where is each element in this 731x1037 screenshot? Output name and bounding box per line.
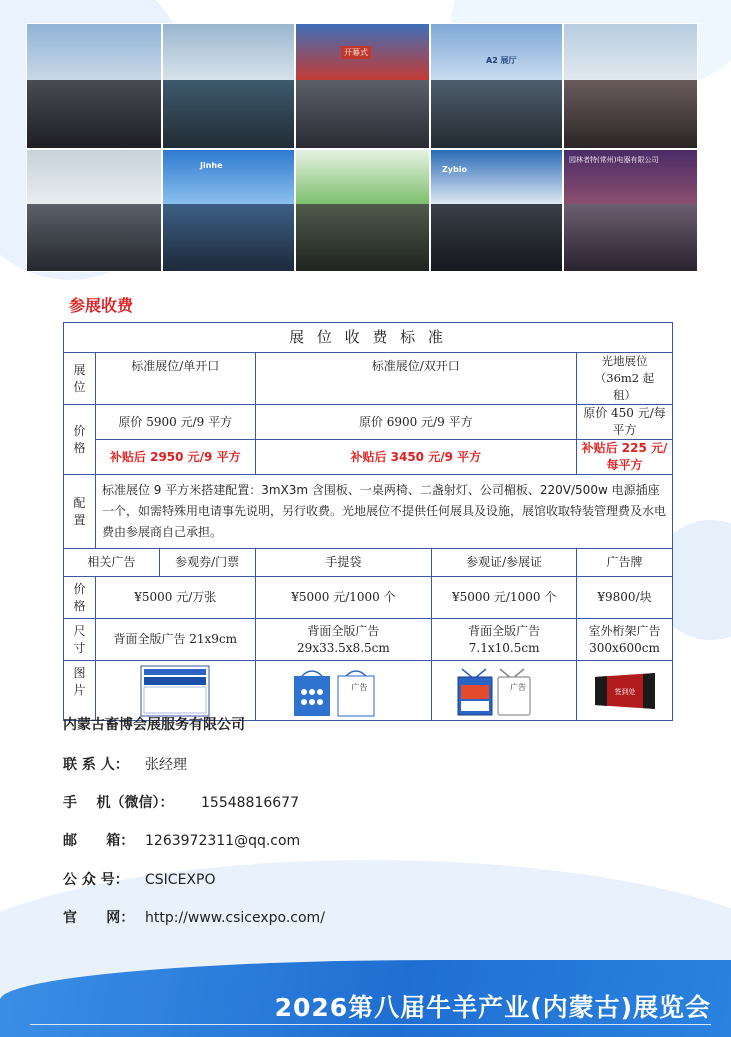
bag-image bbox=[255, 661, 432, 721]
photo-banner: A2 展厅 bbox=[486, 56, 517, 65]
ad-type-ticket: 参观券/门票 bbox=[159, 549, 255, 577]
photo-banner: Jinhe bbox=[200, 161, 223, 170]
photo-booth-green bbox=[295, 149, 430, 272]
original-price-single: 原价 5900 元/9 平方 bbox=[95, 405, 255, 440]
ad-size-bag: 背面全版广告 29x33.5x8.5cm bbox=[255, 619, 432, 661]
photo-booth-jinhe bbox=[162, 149, 295, 272]
ad-price-billboard: ¥9800/块 bbox=[577, 577, 673, 619]
billboard-image bbox=[577, 661, 673, 721]
website-link[interactable]: http://www.csicexpo.com/ bbox=[145, 910, 325, 926]
ads-label: 相关广告 bbox=[64, 549, 160, 577]
booth-type-single: 标准展位/单开口 bbox=[95, 353, 255, 405]
booth-label bbox=[64, 353, 96, 405]
ad-price-ticket: ¥5000 元/万张 bbox=[95, 577, 255, 619]
phone-label: 手 机（微信）： bbox=[63, 795, 174, 811]
table-title: 展 位 收 费 标 准 bbox=[64, 323, 673, 353]
billboard-thumbnail bbox=[589, 669, 661, 713]
contact-person-row bbox=[63, 754, 187, 774]
badge-thumbnail-text: 广告 bbox=[510, 683, 527, 692]
photo-crowd-hall bbox=[26, 23, 162, 149]
photo-visitors bbox=[563, 23, 698, 149]
wechat-account-value: CSICEXPO bbox=[145, 872, 216, 888]
config-label bbox=[64, 475, 96, 549]
phone-row bbox=[63, 792, 299, 812]
ticket-image bbox=[95, 661, 255, 721]
booth-type-raw-space: 光地展位（36m2 起 租） bbox=[577, 353, 673, 405]
ad-price-label bbox=[64, 577, 96, 619]
fee-table bbox=[63, 322, 673, 721]
footer-title: 2026第八届牛羊产业(内蒙古)展览会 bbox=[274, 993, 711, 1022]
section-title: 参展收费 bbox=[69, 296, 134, 315]
photo-booth-electric bbox=[563, 149, 698, 272]
row-label: 配 置 bbox=[73, 495, 86, 527]
badge-image bbox=[432, 661, 577, 721]
row-label: 尺 寸 bbox=[73, 623, 86, 655]
ad-size-badge: 背面全版广告 7.1x10.5cm bbox=[432, 619, 577, 661]
ad-size-billboard: 室外桁架广告 300x600cm bbox=[577, 619, 673, 661]
photo-banner: Zybio bbox=[442, 165, 467, 174]
subsidy-price-single: 补贴后 2950 元/9 平方 bbox=[95, 440, 255, 475]
email-label: 邮 箱： bbox=[63, 833, 135, 849]
footer-divider bbox=[30, 1024, 711, 1025]
photo-banner: 开幕式 bbox=[341, 46, 371, 59]
wechat-account-label: 公 众 号： bbox=[63, 872, 129, 888]
photo-collage bbox=[26, 23, 698, 272]
subsidy-price-double: 补贴后 3450 元/9 平方 bbox=[255, 440, 576, 475]
ad-size-ticket: 背面全版广告 21x9cm bbox=[95, 619, 255, 661]
ticket-thumbnail bbox=[140, 665, 210, 717]
ad-type-badge: 参观证/参展证 bbox=[432, 549, 577, 577]
row-label: 图 片 bbox=[73, 666, 86, 697]
ad-price-badge: ¥5000 元/1000 个 bbox=[432, 577, 577, 619]
row-label: 价 格 bbox=[73, 581, 86, 613]
photo-banner: 园林者特(常州)电器有限公司 bbox=[569, 156, 659, 164]
company-name: 内蒙古畜博会展服务有限公司 bbox=[63, 717, 245, 733]
ad-type-bag: 手提袋 bbox=[255, 549, 432, 577]
contact-person-label: 联 系 人： bbox=[63, 757, 129, 773]
photo-booth-zybio bbox=[430, 149, 563, 272]
photo-entrance bbox=[26, 149, 162, 272]
size-label bbox=[64, 619, 96, 661]
booth-type-double: 标准展位/双开口 bbox=[255, 353, 576, 405]
subsidy-price-raw-space: 补贴后 225 元/每平方 bbox=[577, 440, 673, 475]
image-label bbox=[64, 661, 96, 721]
email-row bbox=[63, 830, 300, 850]
email-value[interactable]: 1263972311@qq.com bbox=[145, 833, 301, 849]
price-label bbox=[64, 405, 96, 475]
original-price-raw-space: 原价 450 元/每平方 bbox=[577, 405, 673, 440]
config-description: 标准展位 9 平方米搭建配置：3mX3m 含围板、一桌两椅、二盏射灯、公司楣板、220V/500w 电源插座一个，如需特殊用电请事先说明，另行收费。光地展位不提供任何展具及设施，展馆收取特装管理费及水电费由参展商自己承担。 bbox=[95, 475, 672, 549]
phone-value[interactable]: 15548816677 bbox=[201, 795, 299, 811]
website-label: 官 网： bbox=[63, 910, 135, 926]
row-label: 价 格 bbox=[73, 423, 86, 455]
billboard-thumbnail-text: 签到处 bbox=[614, 687, 635, 696]
bag-thumbnail-text: 广告 bbox=[351, 683, 368, 692]
photo-hall-a2 bbox=[430, 23, 563, 149]
wechat-account-row bbox=[63, 869, 215, 889]
website-row bbox=[63, 907, 325, 927]
original-price-double: 原价 6900 元/9 平方 bbox=[255, 405, 576, 440]
ad-price-bag: ¥5000 元/1000 个 bbox=[255, 577, 432, 619]
photo-exhibition-aisle bbox=[162, 23, 295, 149]
photo-opening-ceremony bbox=[295, 23, 430, 149]
ad-type-billboard: 广告牌 bbox=[577, 549, 673, 577]
row-label: 展 位 bbox=[73, 362, 86, 394]
contact-person-value: 张经理 bbox=[145, 757, 187, 773]
